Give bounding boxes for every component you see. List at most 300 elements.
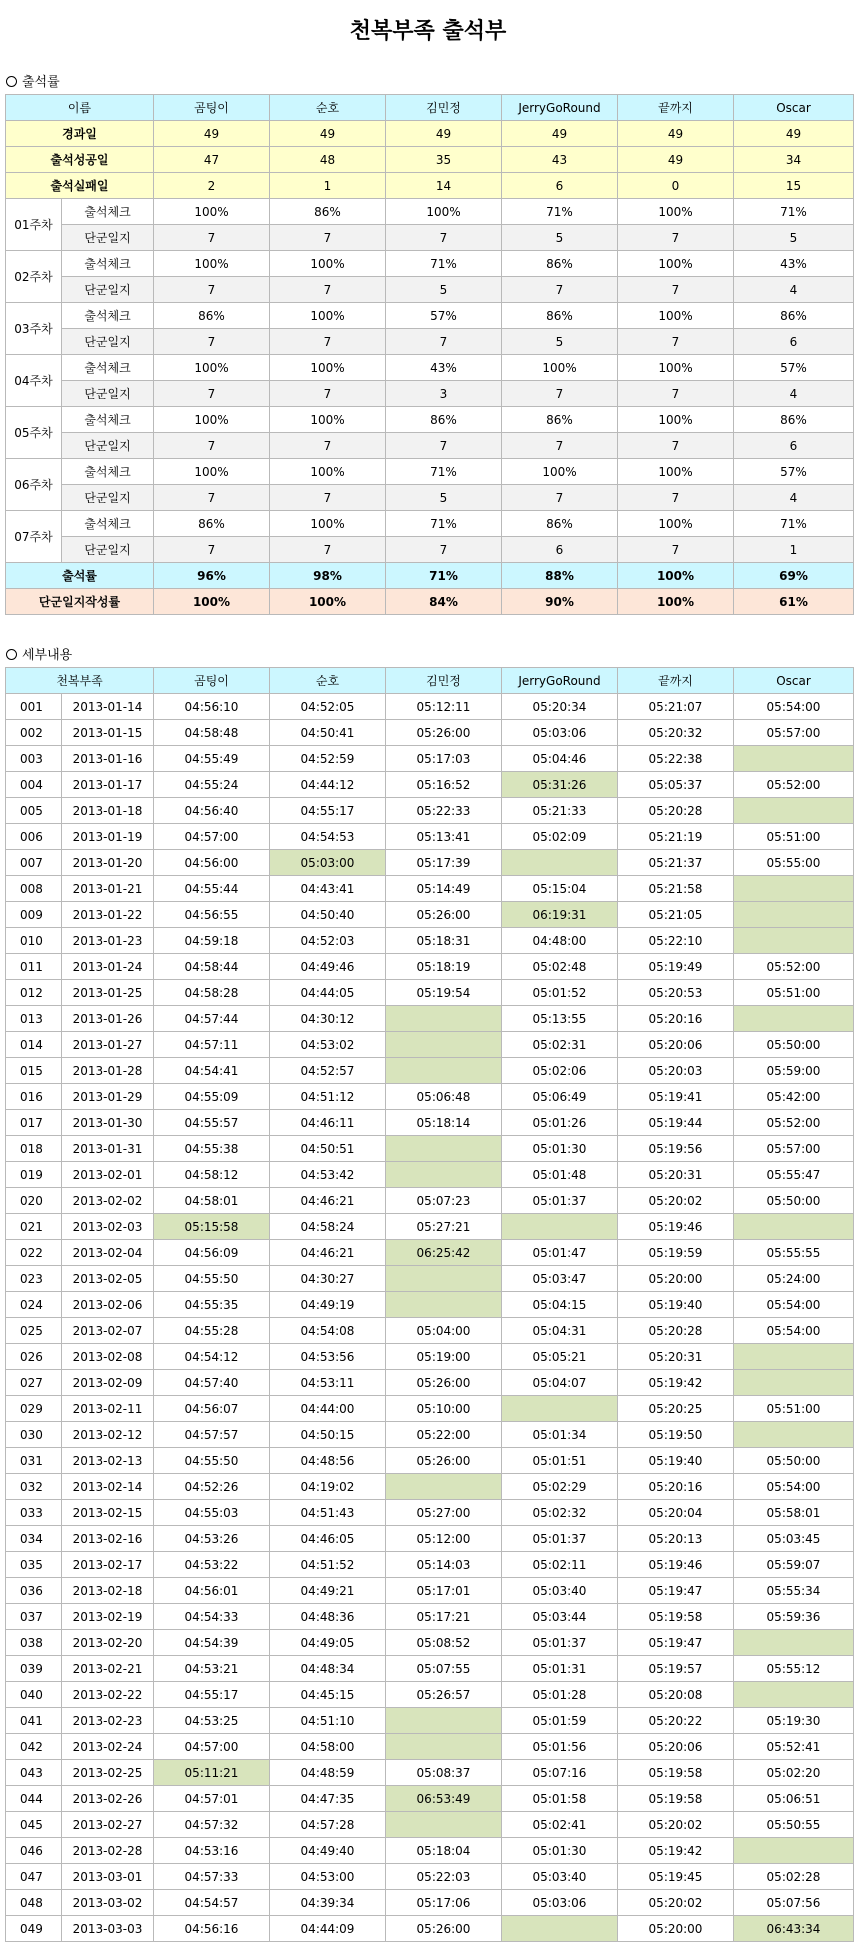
check-in-time: 05:59:36 [734,1604,854,1630]
day-number: 044 [6,1786,62,1812]
check-in-time: 05:20:06 [618,1734,734,1760]
check-in-time: 05:20:04 [618,1500,734,1526]
check-in-time [734,1344,854,1370]
check-in-time: 04:51:12 [270,1084,386,1110]
detail-heading-text: 세부내용 [22,648,73,663]
detail-row [6,694,854,720]
week-label: 04주차 [6,355,62,407]
detail-row [6,1474,854,1500]
check-in-time: 05:20:25 [618,1396,734,1422]
week-check-row [6,511,854,537]
check-in-time: 05:27:21 [386,1214,502,1240]
check-in-time: 05:20:53 [618,980,734,1006]
check-label: 출석체크 [62,355,154,381]
check-in-time: 05:52:00 [734,1110,854,1136]
check-in-time: 05:13:41 [386,824,502,850]
check-in-time: 05:12:11 [386,694,502,720]
check-in-time: 05:51:00 [734,824,854,850]
check-in-time: 04:49:19 [270,1292,386,1318]
detail-row [6,1136,854,1162]
stat-value: 34 [734,147,854,173]
check-in-time [386,1162,502,1188]
detail-row [6,746,854,772]
day-number: 036 [6,1578,62,1604]
check-in-time: 04:55:44 [154,876,270,902]
check-in-time: 04:55:17 [154,1682,270,1708]
attendance-rate-label: 출석률 [6,563,154,589]
stat-value: 14 [386,173,502,199]
check-in-time: 05:01:37 [502,1526,618,1552]
check-in-time: 05:20:22 [618,1708,734,1734]
member-header: JerryGoRound [502,95,618,121]
day-number: 008 [6,876,62,902]
check-in-time [386,1474,502,1500]
week-label: 02주차 [6,251,62,303]
check-in-time: 04:55:17 [270,798,386,824]
day-number: 012 [6,980,62,1006]
check-value: 71% [386,251,502,277]
check-in-time: 04:57:00 [154,1734,270,1760]
check-in-time: 05:20:16 [618,1006,734,1032]
attendance-rate-row [6,563,854,589]
check-label: 출석체크 [62,199,154,225]
check-in-time: 05:15:58 [154,1214,270,1240]
check-in-time: 05:20:02 [618,1188,734,1214]
check-in-time: 05:01:52 [502,980,618,1006]
check-in-time [502,850,618,876]
day-number: 041 [6,1708,62,1734]
name-header: 이름 [6,95,154,121]
detail-row [6,1656,854,1682]
day-number: 005 [6,798,62,824]
week-journal-row [6,485,854,511]
check-in-time: 05:01:56 [502,1734,618,1760]
day-number: 014 [6,1032,62,1058]
check-value: 43% [734,251,854,277]
attendance-rate-value: 100% [618,563,734,589]
journal-label: 단군일지 [62,225,154,251]
check-in-time: 05:02:48 [502,954,618,980]
detail-heading [0,645,856,667]
day-number: 029 [6,1396,62,1422]
check-in-time: 04:53:25 [154,1708,270,1734]
check-in-time: 04:50:15 [270,1422,386,1448]
check-in-time: 05:17:39 [386,850,502,876]
check-in-time [734,798,854,824]
check-in-time: 05:01:37 [502,1630,618,1656]
check-in-time: 04:57:01 [154,1786,270,1812]
check-in-time: 05:51:00 [734,980,854,1006]
check-in-time: 06:25:42 [386,1240,502,1266]
check-value: 100% [270,355,386,381]
check-in-time: 04:56:00 [154,850,270,876]
journal-value: 7 [270,537,386,563]
check-in-time: 04:58:12 [154,1162,270,1188]
stat-value: 49 [618,147,734,173]
check-in-time: 04:54:33 [154,1604,270,1630]
stat-value: 2 [154,173,270,199]
date: 2013-01-14 [62,694,154,720]
detail-row [6,1838,854,1864]
journal-value: 7 [386,225,502,251]
summary-heading-text: 출석률 [22,75,60,90]
check-in-time: 05:50:00 [734,1188,854,1214]
week-journal-row [6,433,854,459]
check-in-time [734,1838,854,1864]
check-label: 출석체크 [62,511,154,537]
check-in-time: 05:02:31 [502,1032,618,1058]
journal-value: 7 [270,329,386,355]
tribe-header: 천복부족 [6,668,154,694]
detail-row [6,824,854,850]
check-in-time: 04:52:05 [270,694,386,720]
detail-row [6,1786,854,1812]
check-value: 100% [154,355,270,381]
check-in-time: 04:58:48 [154,720,270,746]
summary-stat-row [6,121,854,147]
date: 2013-02-23 [62,1708,154,1734]
check-in-time: 05:26:00 [386,902,502,928]
check-value: 86% [386,407,502,433]
journal-value: 7 [502,277,618,303]
stat-value: 49 [154,121,270,147]
day-number: 030 [6,1422,62,1448]
check-in-time: 04:39:34 [270,1890,386,1916]
member-header: 순호 [270,668,386,694]
check-value: 86% [154,511,270,537]
check-in-time: 04:55:38 [154,1136,270,1162]
check-in-time: 05:19:42 [618,1838,734,1864]
stat-label: 출석실패일 [6,173,154,199]
check-in-time: 05:26:00 [386,720,502,746]
check-value: 86% [154,303,270,329]
journal-rate-value: 61% [734,589,854,615]
check-label: 출석체크 [62,251,154,277]
detail-row [6,1734,854,1760]
check-value: 86% [270,199,386,225]
check-in-time: 05:04:46 [502,746,618,772]
check-in-time: 04:55:50 [154,1448,270,1474]
check-in-time: 05:01:34 [502,1422,618,1448]
journal-value: 7 [154,433,270,459]
check-in-time: 05:02:06 [502,1058,618,1084]
check-in-time: 05:19:46 [618,1552,734,1578]
check-in-time: 04:19:02 [270,1474,386,1500]
check-value: 100% [618,407,734,433]
check-in-time: 04:56:07 [154,1396,270,1422]
stat-value: 43 [502,147,618,173]
detail-row [6,1032,854,1058]
day-number: 023 [6,1266,62,1292]
check-value: 100% [386,199,502,225]
date: 2013-03-02 [62,1890,154,1916]
stat-value: 0 [618,173,734,199]
journal-value: 7 [618,329,734,355]
detail-row [6,1240,854,1266]
check-in-time: 05:05:37 [618,772,734,798]
detail-row [6,720,854,746]
check-in-time: 04:56:01 [154,1578,270,1604]
check-in-time: 04:56:40 [154,798,270,824]
check-in-time: 05:02:32 [502,1500,618,1526]
check-value: 100% [502,355,618,381]
check-in-time: 05:51:00 [734,1396,854,1422]
check-in-time: 05:01:31 [502,1656,618,1682]
check-in-time: 05:21:58 [618,876,734,902]
check-in-time: 04:48:56 [270,1448,386,1474]
week-check-row [6,355,854,381]
detail-row [6,1422,854,1448]
day-number: 026 [6,1344,62,1370]
check-in-time: 05:19:56 [618,1136,734,1162]
journal-label: 단군일지 [62,433,154,459]
check-in-time: 04:55:57 [154,1110,270,1136]
check-in-time: 05:54:00 [734,1292,854,1318]
journal-value: 7 [618,433,734,459]
check-in-time: 05:19:44 [618,1110,734,1136]
check-in-time: 04:58:24 [270,1214,386,1240]
day-number: 024 [6,1292,62,1318]
attendance-rate-value: 69% [734,563,854,589]
journal-value: 5 [502,225,618,251]
week-label: 03주차 [6,303,62,355]
date: 2013-01-20 [62,850,154,876]
detail-header-row [6,668,854,694]
detail-table [5,667,854,1942]
check-in-time: 05:03:00 [270,850,386,876]
check-in-time: 05:20:16 [618,1474,734,1500]
check-in-time: 05:55:12 [734,1656,854,1682]
check-value: 100% [154,459,270,485]
week-journal-row [6,225,854,251]
journal-rate-row [6,589,854,615]
detail-row [6,1292,854,1318]
check-in-time: 05:22:00 [386,1422,502,1448]
check-in-time: 05:01:30 [502,1838,618,1864]
check-in-time: 05:54:00 [734,1474,854,1500]
date: 2013-02-20 [62,1630,154,1656]
date: 2013-01-30 [62,1110,154,1136]
day-number: 018 [6,1136,62,1162]
detail-row [6,1604,854,1630]
date: 2013-02-18 [62,1578,154,1604]
check-in-time: 04:53:42 [270,1162,386,1188]
check-in-time: 05:42:00 [734,1084,854,1110]
detail-row [6,1344,854,1370]
attendance-rate-value: 71% [386,563,502,589]
check-in-time [734,928,854,954]
day-number: 009 [6,902,62,928]
check-value: 57% [734,355,854,381]
check-in-time [386,1292,502,1318]
detail-row [6,954,854,980]
check-in-time: 04:53:26 [154,1526,270,1552]
journal-label: 단군일지 [62,381,154,407]
journal-rate-value: 84% [386,589,502,615]
day-number: 020 [6,1188,62,1214]
check-in-time: 05:01:51 [502,1448,618,1474]
check-value: 86% [502,251,618,277]
check-in-time: 04:57:57 [154,1422,270,1448]
check-in-time: 05:20:32 [618,720,734,746]
check-in-time: 05:26:57 [386,1682,502,1708]
check-in-time: 05:18:04 [386,1838,502,1864]
date: 2013-02-03 [62,1214,154,1240]
journal-value: 1 [734,537,854,563]
check-in-time: 05:19:57 [618,1656,734,1682]
check-in-time: 05:21:05 [618,902,734,928]
check-value: 86% [502,511,618,537]
day-number: 049 [6,1916,62,1942]
check-in-time: 04:48:34 [270,1656,386,1682]
journal-value: 7 [154,537,270,563]
check-in-time: 05:02:41 [502,1812,618,1838]
journal-value: 7 [502,381,618,407]
check-in-time: 05:19:46 [618,1214,734,1240]
day-number: 019 [6,1162,62,1188]
detail-row [6,1890,854,1916]
check-value: 100% [618,511,734,537]
check-in-time: 05:18:14 [386,1110,502,1136]
check-in-time: 05:01:37 [502,1188,618,1214]
check-in-time: 05:55:55 [734,1240,854,1266]
journal-label: 단군일지 [62,277,154,303]
check-in-time: 05:20:00 [618,1916,734,1942]
check-in-time: 04:30:27 [270,1266,386,1292]
check-in-time: 04:49:40 [270,1838,386,1864]
check-in-time: 04:49:05 [270,1630,386,1656]
check-in-time: 05:55:00 [734,850,854,876]
check-in-time: 05:26:00 [386,1448,502,1474]
check-in-time: 04:54:39 [154,1630,270,1656]
week-check-row [6,303,854,329]
check-in-time: 04:43:41 [270,876,386,902]
summary-table [5,94,854,615]
check-in-time [386,1812,502,1838]
detail-row [6,1916,854,1942]
check-in-time: 06:53:49 [386,1786,502,1812]
check-in-time [386,1734,502,1760]
summary-stat-row [6,173,854,199]
date: 2013-02-07 [62,1318,154,1344]
journal-rate-value: 100% [618,589,734,615]
check-in-time: 04:50:51 [270,1136,386,1162]
day-number: 025 [6,1318,62,1344]
journal-value: 7 [270,225,386,251]
page-title: 천복부족 출석부 [349,19,507,44]
journal-value: 6 [502,537,618,563]
check-in-time: 05:03:40 [502,1578,618,1604]
check-in-time: 05:19:58 [618,1786,734,1812]
journal-value: 5 [386,277,502,303]
day-number: 011 [6,954,62,980]
date: 2013-01-19 [62,824,154,850]
check-in-time [502,1916,618,1942]
day-number: 027 [6,1370,62,1396]
check-in-time: 05:20:02 [618,1812,734,1838]
check-in-time: 04:52:59 [270,746,386,772]
check-in-time: 05:59:07 [734,1552,854,1578]
summary-stat-row [6,147,854,173]
check-in-time: 05:55:34 [734,1578,854,1604]
check-value: 71% [386,511,502,537]
day-number: 033 [6,1500,62,1526]
date: 2013-01-29 [62,1084,154,1110]
check-in-time: 05:22:03 [386,1864,502,1890]
check-in-time: 05:17:21 [386,1604,502,1630]
check-in-time: 04:49:21 [270,1578,386,1604]
date: 2013-01-22 [62,902,154,928]
check-in-time: 05:20:03 [618,1058,734,1084]
detail-row [6,902,854,928]
week-journal-row [6,329,854,355]
check-in-time: 05:07:55 [386,1656,502,1682]
detail-row [6,1526,854,1552]
check-in-time: 05:20:31 [618,1344,734,1370]
check-in-time: 04:58:44 [154,954,270,980]
date: 2013-02-12 [62,1422,154,1448]
circle-bullet-icon [6,649,17,660]
check-in-time: 04:46:21 [270,1188,386,1214]
check-in-time: 05:19:58 [618,1604,734,1630]
check-in-time: 04:49:46 [270,954,386,980]
day-number: 034 [6,1526,62,1552]
detail-row [6,1630,854,1656]
journal-value: 7 [618,225,734,251]
summary-heading [0,72,856,94]
check-in-time: 05:03:06 [502,720,618,746]
check-in-time: 05:02:09 [502,824,618,850]
journal-value: 7 [618,485,734,511]
check-in-time [734,1682,854,1708]
day-number: 038 [6,1630,62,1656]
week-check-row [6,199,854,225]
check-in-time: 05:07:56 [734,1890,854,1916]
check-in-time: 05:20:13 [618,1526,734,1552]
check-in-time: 04:52:03 [270,928,386,954]
check-in-time: 04:44:12 [270,772,386,798]
check-value: 100% [618,355,734,381]
check-value: 100% [270,303,386,329]
detail-row [6,772,854,798]
check-in-time: 05:54:00 [734,694,854,720]
check-in-time: 05:04:07 [502,1370,618,1396]
member-header: 곰팅이 [154,668,270,694]
check-value: 71% [502,199,618,225]
day-number: 015 [6,1058,62,1084]
detail-row [6,1578,854,1604]
check-in-time: 04:46:11 [270,1110,386,1136]
date: 2013-02-14 [62,1474,154,1500]
check-in-time: 04:57:11 [154,1032,270,1058]
summary-header-row [6,95,854,121]
check-in-time: 04:53:02 [270,1032,386,1058]
journal-rate-label: 단군일지작성률 [6,589,154,615]
check-in-time: 05:11:21 [154,1760,270,1786]
check-in-time: 04:54:57 [154,1890,270,1916]
check-in-time: 04:57:40 [154,1370,270,1396]
check-in-time: 05:19:00 [386,1344,502,1370]
member-header: 김민정 [386,95,502,121]
detail-row [6,1682,854,1708]
check-in-time: 04:56:09 [154,1240,270,1266]
detail-row [6,928,854,954]
journal-value: 4 [734,277,854,303]
check-value: 100% [618,199,734,225]
day-number: 013 [6,1006,62,1032]
day-number: 037 [6,1604,62,1630]
date: 2013-02-17 [62,1552,154,1578]
